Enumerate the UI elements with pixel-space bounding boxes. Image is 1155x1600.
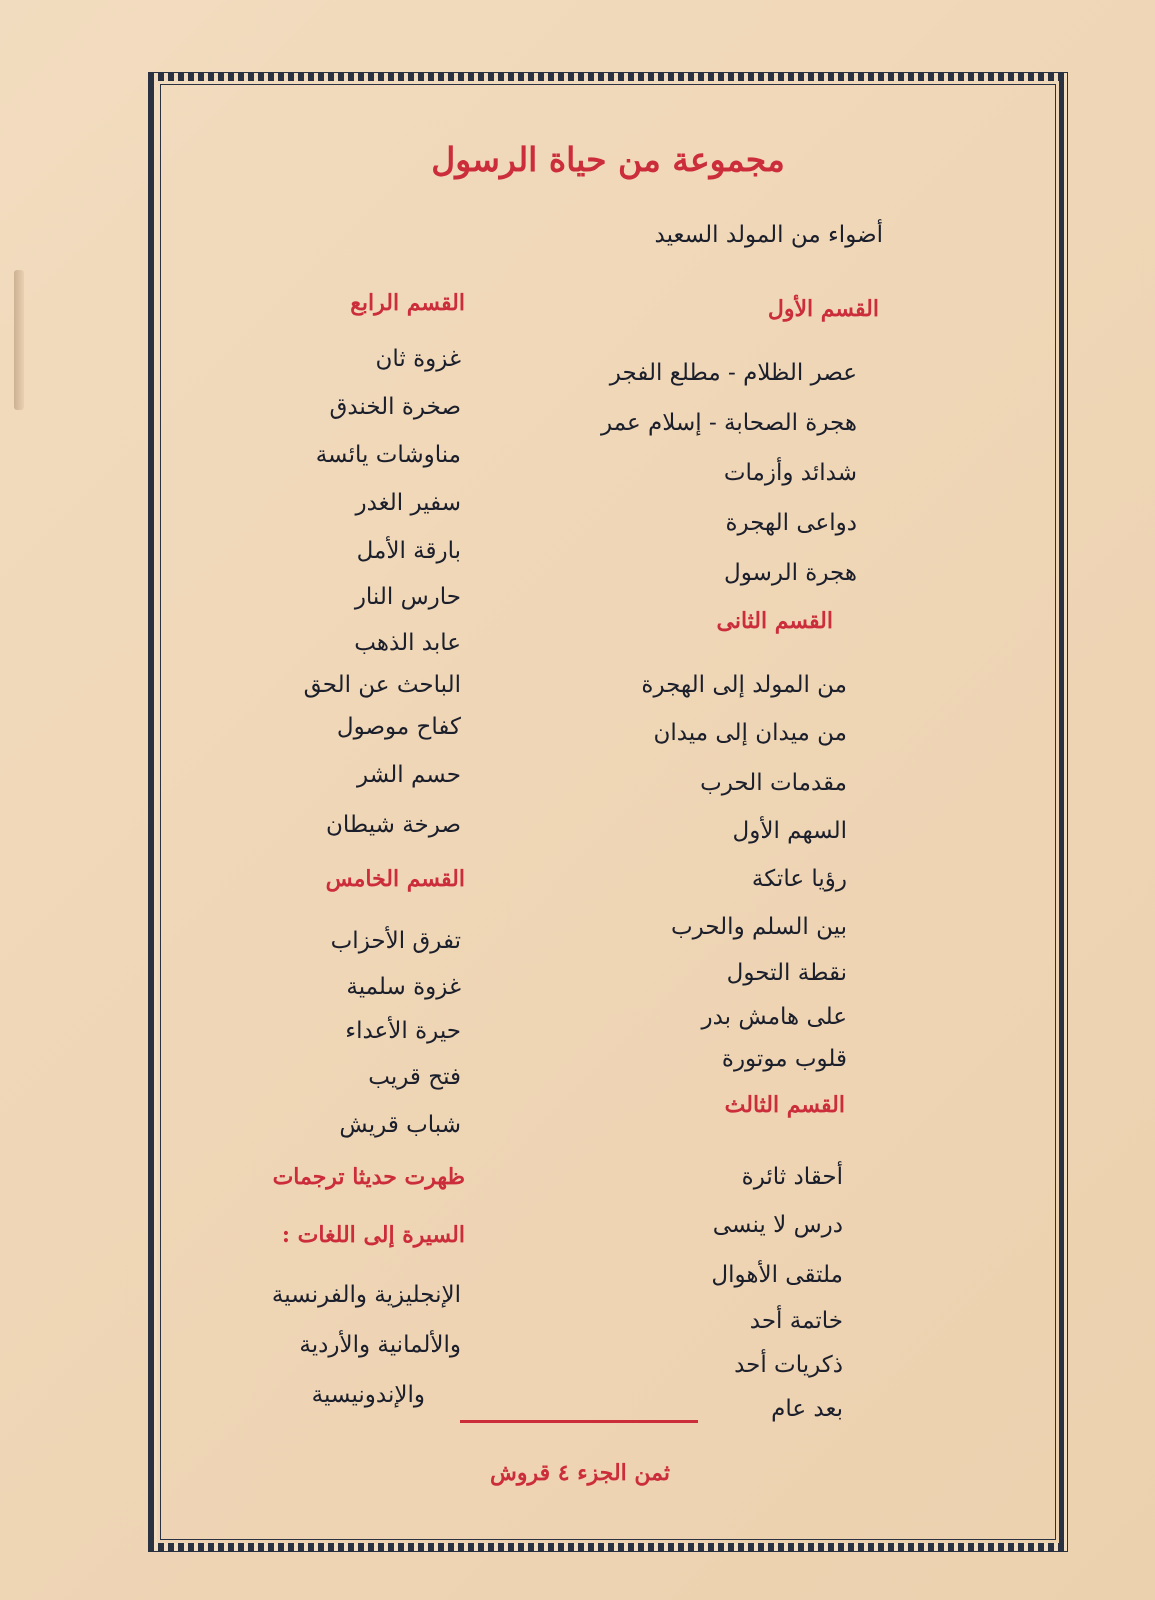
price-divider [460,1420,698,1423]
list-item: بارقة الأمل [356,538,461,564]
section-heading-2: القسم الثانى [716,608,833,634]
list-item: حيرة الأعداء [345,1018,461,1044]
list-item: عصر الظلام - مطلع الفجر [609,360,857,386]
list-item: ذكريات أحد [734,1352,843,1378]
list-item: شباب قريش [339,1112,461,1138]
list-item: غزوة سلمية [346,974,461,1000]
list-item: فتح قريب [368,1064,461,1090]
price-line: ثمن الجزء ٤ قروش [489,1460,671,1486]
list-item: سفير الغدر [355,490,461,516]
list-item: تفرق الأحزاب [330,928,461,954]
list-item: دواعى الهجرة [725,510,857,536]
language-line: الإنجليزية والفرنسية [271,1282,461,1308]
language-line: والإندونيسية [311,1382,425,1408]
list-item: مقدمات الحرب [700,770,847,796]
list-item: كفاح موصول [336,714,461,740]
translations-notice: السيرة إلى اللغات : [281,1222,465,1248]
list-item: خاتمة أحد [749,1308,843,1334]
binding-edge [14,270,24,410]
intro-line: أضواء من المولد السعيد [654,222,883,248]
list-item: حسم الشر [357,762,461,788]
list-item: هجرة الصحابة - إسلام عمر [601,410,857,436]
section-heading-1: القسم الأول [767,296,879,322]
list-item: من المولد إلى الهجرة [641,672,847,698]
list-item: عابد الذهب [354,630,461,656]
list-item: درس لا ينسى [712,1212,843,1238]
list-item: مناوشات يائسة [315,442,461,468]
list-item: شدائد وأزمات [723,460,857,486]
section-heading-4: القسم الرابع [350,290,465,316]
list-item: الباحث عن الحق [303,672,461,698]
list-item: غزوة ثان [375,346,461,372]
list-item: على هامش بدر [701,1004,847,1030]
list-item: حارس النار [354,584,461,610]
list-item: هجرة الرسول [724,560,857,586]
section-heading-5: القسم الخامس [325,866,465,892]
list-item: بين السلم والحرب [670,914,847,940]
section-heading-3: القسم الثالث [724,1092,845,1118]
left-column [25,0,465,1600]
list-item: أحقاد ثائرة [741,1164,843,1190]
list-item: صرخة شيطان [325,812,461,838]
list-item: قلوب موتورة [721,1046,847,1072]
page-title: مجموعة من حياة الرسول [431,140,785,179]
list-item: من ميدان إلى ميدان [653,720,847,746]
translations-notice: ظهرت حديثا ترجمات [272,1164,465,1190]
list-item: السهم الأول [732,818,847,844]
language-line: والألمانية والأردية [299,1332,461,1358]
list-item: رؤيا عاتكة [751,866,847,892]
list-item: نقطة التحول [726,960,847,986]
list-item: صخرة الخندق [329,394,461,420]
list-item: ملتقى الأهوال [711,1262,843,1288]
list-item: بعد عام [771,1396,843,1422]
